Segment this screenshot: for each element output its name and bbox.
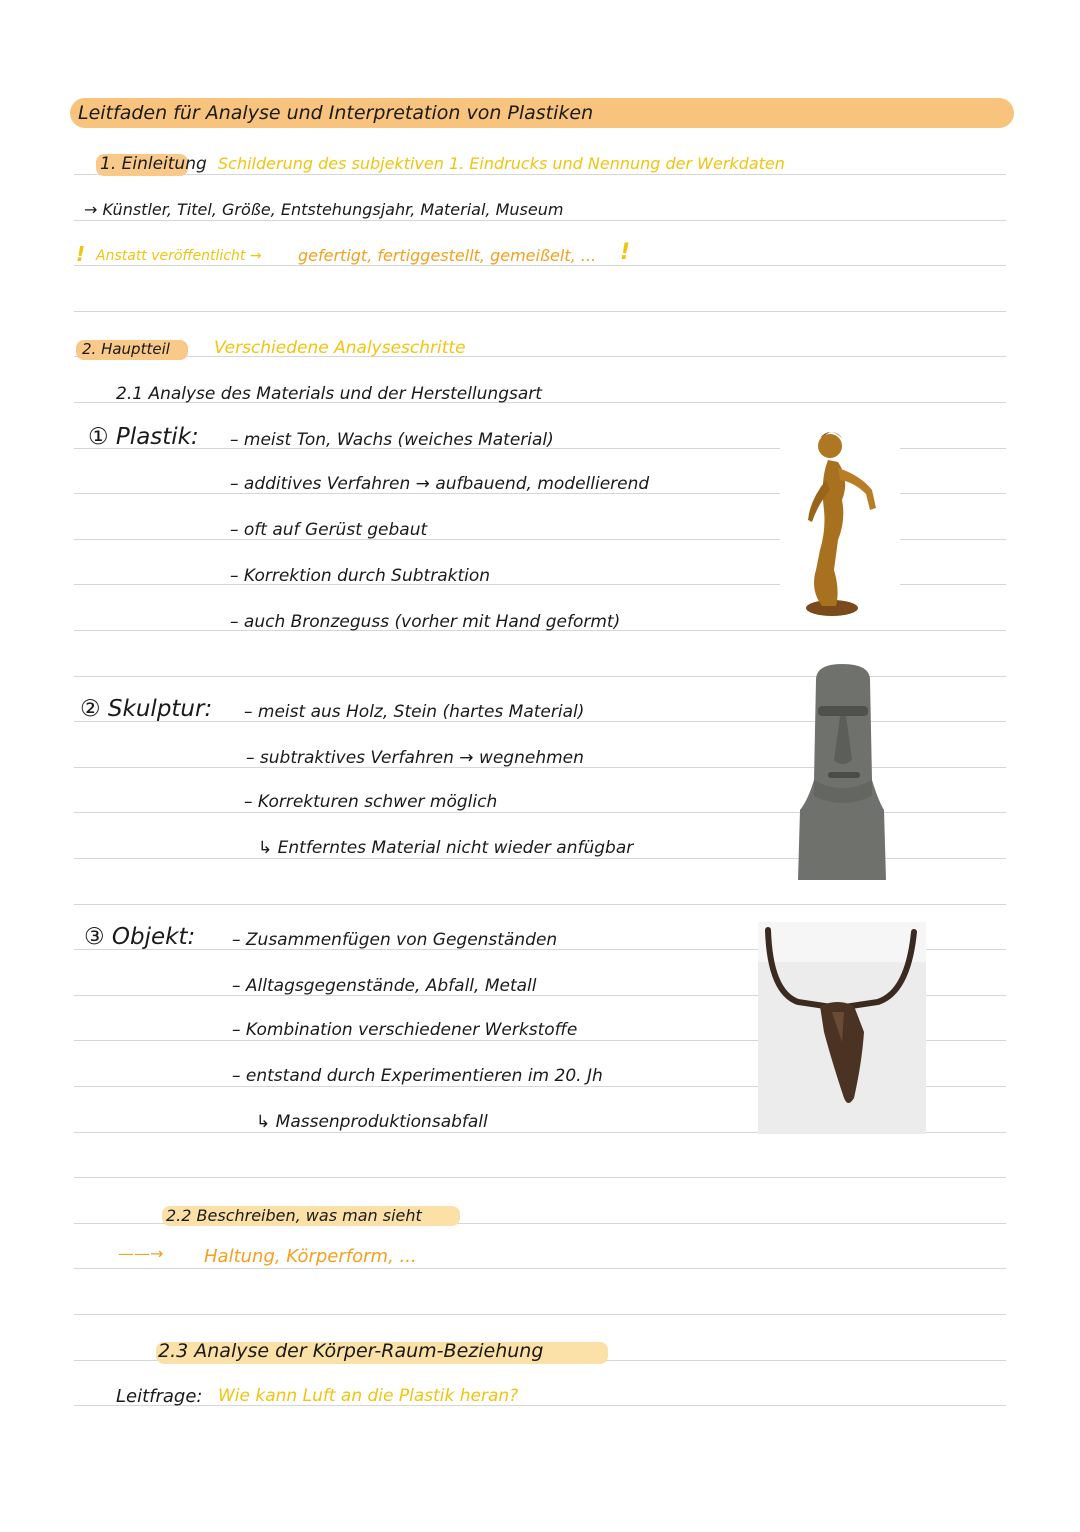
objekt-label: ③ Objekt: — [84, 924, 196, 950]
page-title: Leitfaden für Analyse und Interpretation von Plastiken — [78, 102, 594, 124]
objekt-item: – Kombination verschiedener Werkstoffe — [232, 1020, 578, 1040]
warning-text: Anstatt veröffentlicht → — [96, 248, 262, 264]
plastik-item: – additives Verfahren → aufbauend, modellierend — [230, 474, 650, 494]
ruled-line — [74, 311, 1006, 312]
plastik-item: – oft auf Gerüst gebaut — [230, 520, 428, 540]
skulptur-note: ↳ Entferntes Material nicht wieder anfügbar — [258, 838, 634, 858]
bull-head-object-image — [758, 922, 926, 1134]
plastik-item: – meist Ton, Wachs (weiches Material) — [230, 430, 554, 450]
ruled-line — [74, 1268, 1006, 1269]
leitfrage-text: Wie kann Luft an die Plastik heran? — [218, 1386, 519, 1406]
subsection-2-1: 2.1 Analyse des Materials und der Herstellungsart — [116, 384, 542, 404]
ruled-line — [74, 174, 1006, 175]
warning-mark-end: ! — [620, 240, 631, 265]
objekt-item: – Alltagsgegenstände, Abfall, Metall — [232, 976, 537, 996]
objekt-note: ↳ Massenproduktionsabfall — [256, 1112, 488, 1132]
section2-heading: 2. Hauptteil — [82, 340, 170, 358]
plastik-item: – Korrektion durch Subtraktion — [230, 566, 491, 586]
objekt-item: – Zusammenfügen von Gegenständen — [232, 930, 558, 950]
plastik-item: – auch Bronzeguss (vorher mit Hand geformt) — [230, 612, 621, 632]
section1-description: Schilderung des subjektiven 1. Eindrucks und Nennung der Werkdaten — [218, 154, 785, 173]
leitfrage-label: Leitfrage: — [116, 1386, 203, 1407]
objekt-item: – entstand durch Experimentieren im 20. Jh — [232, 1066, 603, 1086]
subsection-2-2-text: Haltung, Körperform, ... — [204, 1246, 417, 1267]
section1-heading: 1. Einleitung — [100, 154, 207, 174]
ruled-line — [74, 1405, 1006, 1406]
ruled-line — [74, 1177, 1006, 1178]
section1-data-line: → Künstler, Titel, Größe, Entstehungsjahr, Material, Museum — [84, 200, 564, 219]
skulptur-item: – subtraktives Verfahren → wegnehmen — [246, 748, 584, 768]
moai-head-image — [794, 660, 890, 882]
ruled-line — [74, 265, 1006, 266]
warning-alternatives: gefertigt, fertiggestellt, gemeißelt, ... — [298, 246, 597, 265]
ruled-line — [74, 220, 1006, 221]
ruled-line — [74, 904, 1006, 905]
skulptur-item: – Korrekturen schwer möglich — [244, 792, 498, 812]
subsection-2-2: 2.2 Beschreiben, was man sieht — [166, 1206, 422, 1225]
ruled-line — [74, 1314, 1006, 1315]
subsection-2-3: 2.3 Analyse der Körper-Raum-Beziehung — [158, 1340, 544, 1362]
subsection-2-2-arrow: ——→ — [118, 1244, 164, 1263]
skulptur-label: ② Skulptur: — [80, 696, 213, 722]
bronze-dancer-image — [780, 420, 900, 620]
skulptur-item: – meist aus Holz, Stein (hartes Material) — [244, 702, 585, 722]
warning-mark-start: ! — [76, 242, 86, 266]
plastik-label: ① Plastik: — [88, 424, 199, 450]
section2-description: Verschiedene Analyseschritte — [214, 338, 466, 358]
